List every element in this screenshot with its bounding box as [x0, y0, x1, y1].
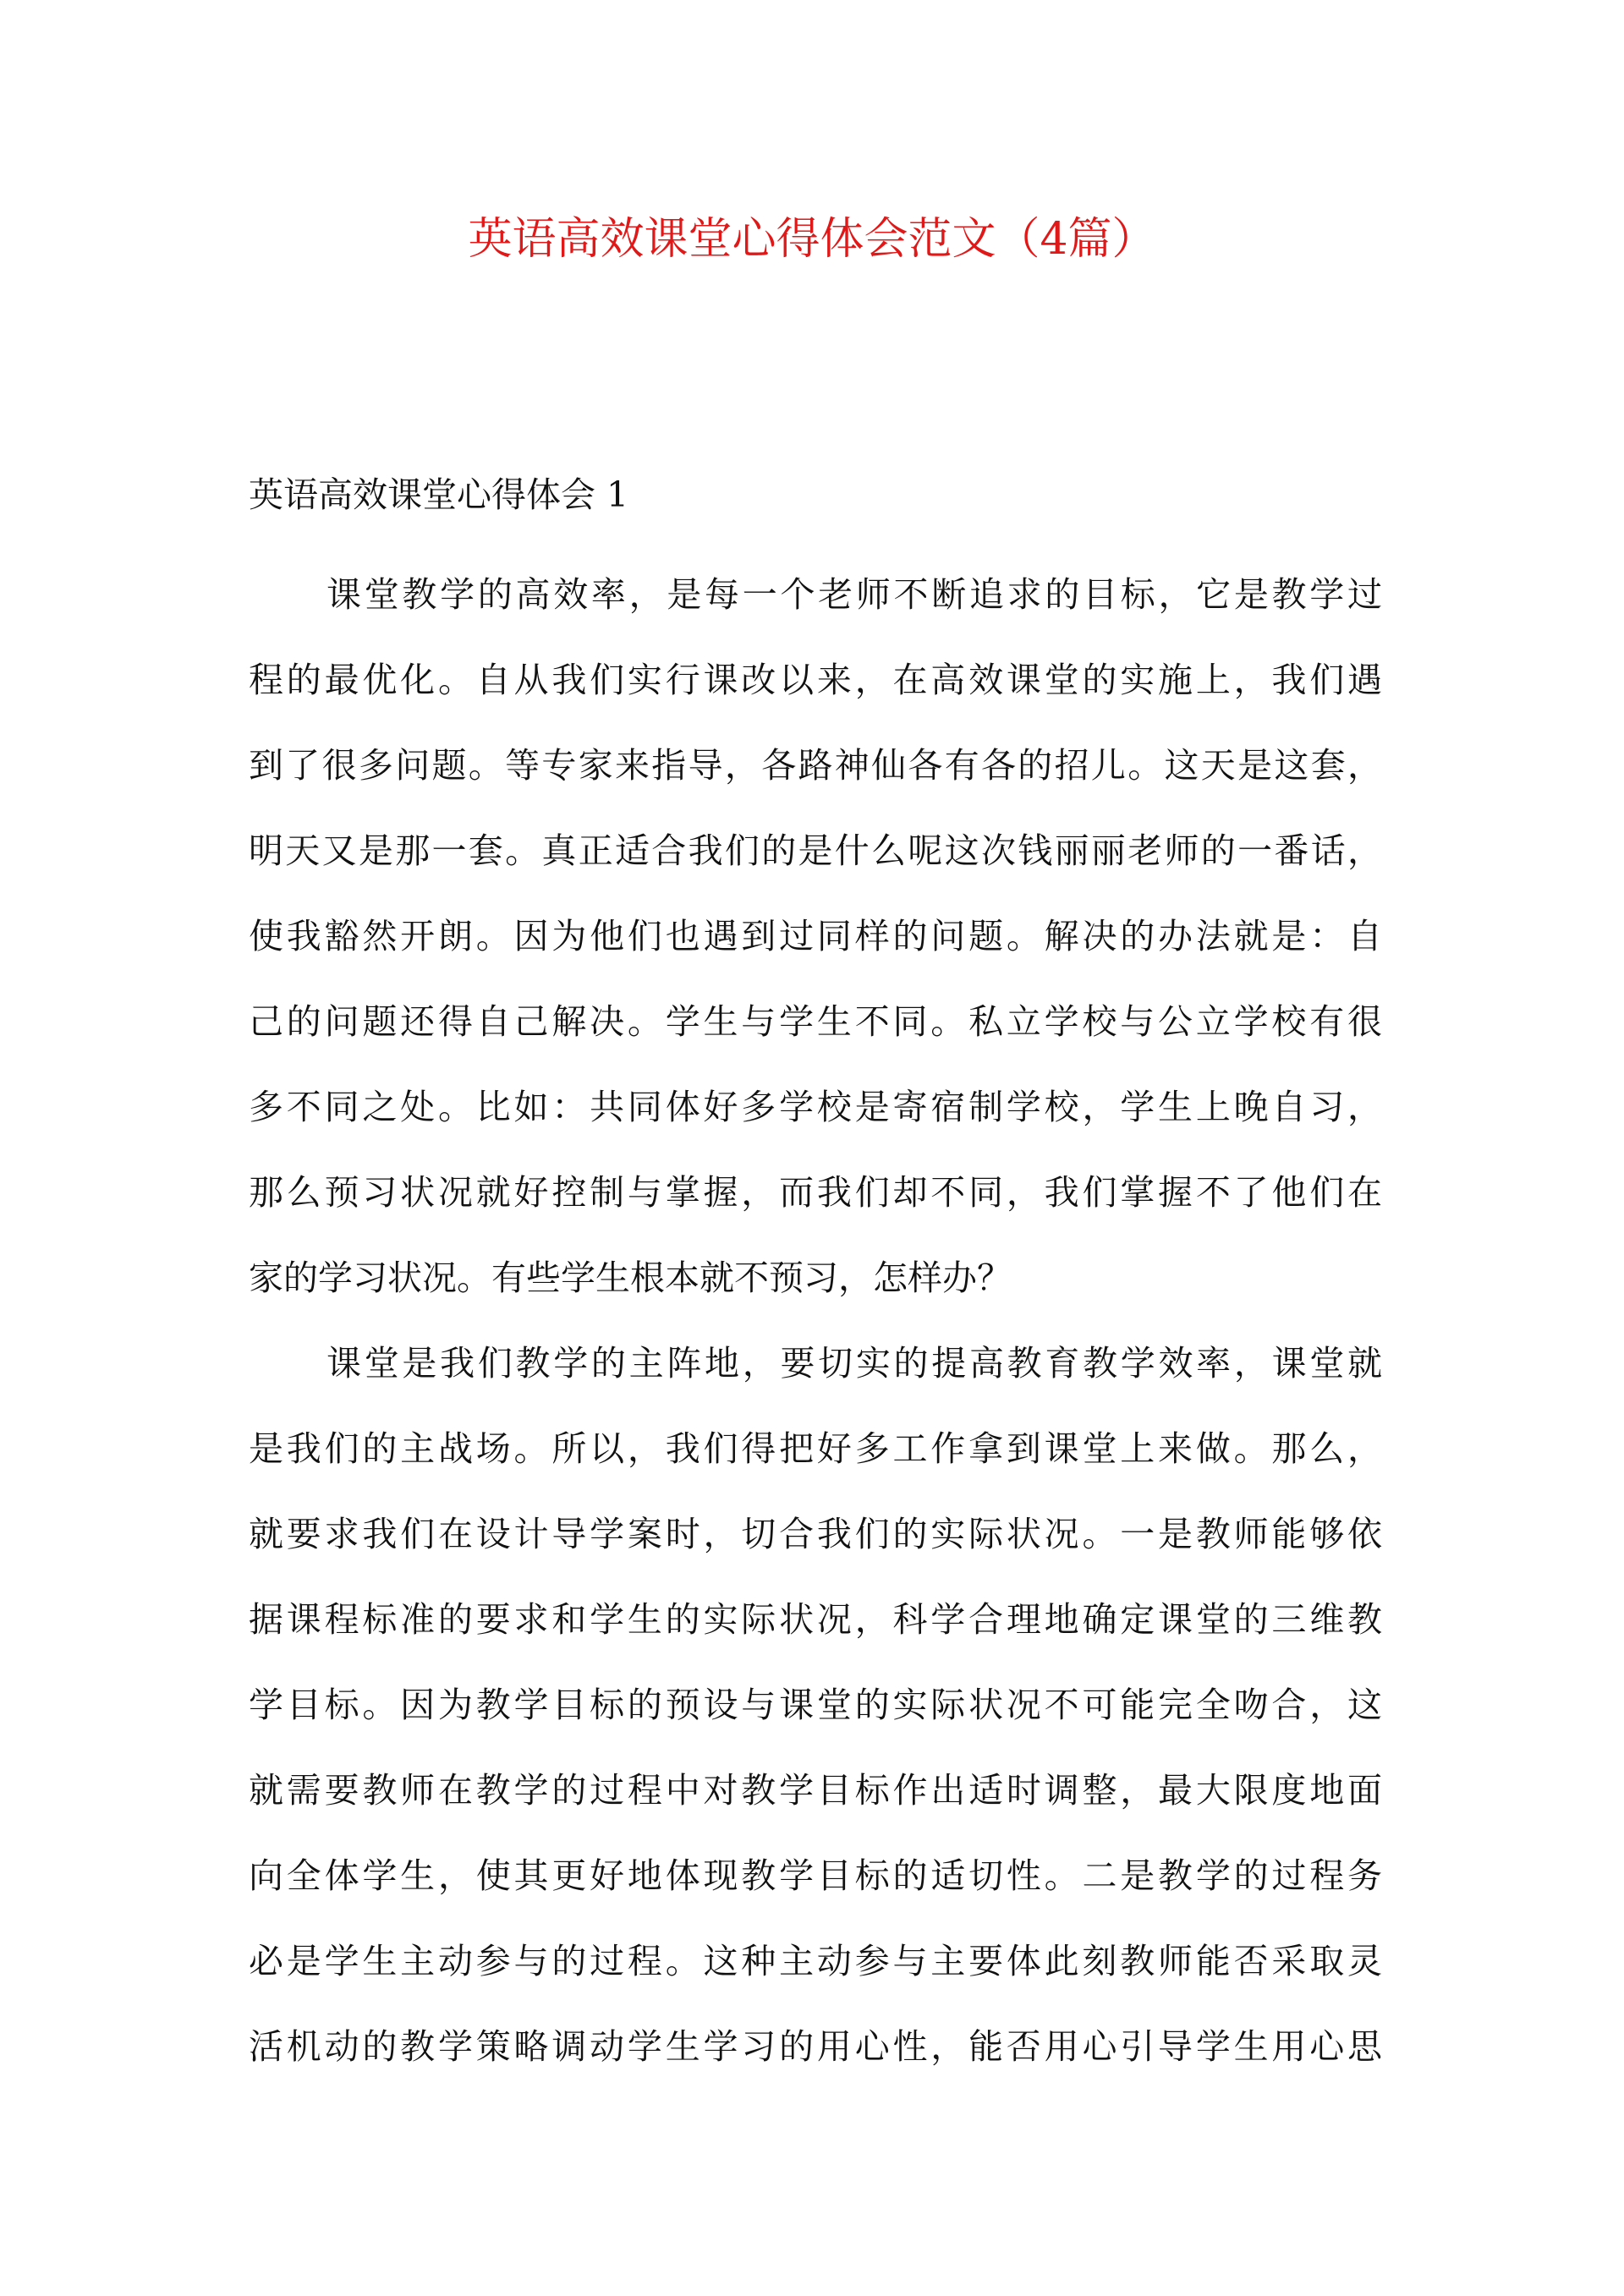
paragraph-line: 己的问题还得自己解决。学生与学生不同。私立学校与公立学校有很	[249, 1001, 1382, 1042]
paragraph-line: 多不同之处。比如：共同体好多学校是寄宿制学校，学生上晚自习，	[249, 1087, 1382, 1127]
paragraph-line: 向全体学生，使其更好地体现教学目标的适切性。二是教学的过程务	[249, 1855, 1382, 1896]
paragraph-line: 课堂是我们教学的主阵地，要切实的提高教育教学效率，课堂就	[326, 1343, 1382, 1384]
paragraph-line: 必是学生主动参与的过程。这种主动参与主要体此刻教师能否采取灵	[249, 1941, 1382, 1981]
paragraph-line: 就要求我们在设计导学案时，切合我们的实际状况。一是教师能够依	[249, 1514, 1382, 1554]
paragraph-line: 明天又是那一套。真正适合我们的是什么呢这次钱丽丽老师的一番话，	[249, 830, 1382, 871]
paragraph-line: 是我们的主战场。所以，我们得把好多工作拿到课堂上来做。那么，	[249, 1428, 1382, 1469]
paragraph-2	[249, 1321, 1382, 2090]
paragraph-line: 活机动的教学策略调动学生学习的用心性，能否用心引导学生用心思	[249, 2026, 1382, 2067]
paragraph-line: 学目标。因为教学目标的预设与课堂的实际状况不可能完全吻合，这	[249, 1685, 1382, 1725]
paragraph-line: 到了很多问题。等专家来指导，各路神仙各有各的招儿。这天是这套，	[249, 745, 1382, 786]
paragraph-line: 据课程标准的要求和学生的实际状况，科学合理地确定课堂的三维教	[249, 1599, 1382, 1640]
paragraph-1	[249, 552, 1382, 1321]
paragraph-line: 程的最优化。自从我们实行课改以来，在高效课堂的实施上，我们遇	[249, 660, 1382, 700]
paragraph-line: 那么预习状况就好控制与掌握，而我们却不同，我们掌握不了他们在	[249, 1172, 1382, 1213]
document-title: 英语高效课堂心得体会范文（4篇）	[468, 214, 1156, 265]
paragraph-line: 课堂教学的高效率，是每一个老师不断追求的目标，它是教学过	[326, 574, 1382, 615]
paragraph-line: 就需要教师在教学的过程中对教学目标作出适时调整，最大限度地面	[249, 1770, 1382, 1811]
document-body	[249, 552, 1382, 2090]
section-heading: 英语高效课堂心得体会 1	[249, 474, 629, 515]
paragraph-line: 家的学习状况。有些学生根本就不预习，怎样办？	[249, 1258, 1012, 1298]
paragraph-line: 使我豁然开朗。因为他们也遇到过同样的问题。解决的办法就是：自	[249, 916, 1382, 956]
